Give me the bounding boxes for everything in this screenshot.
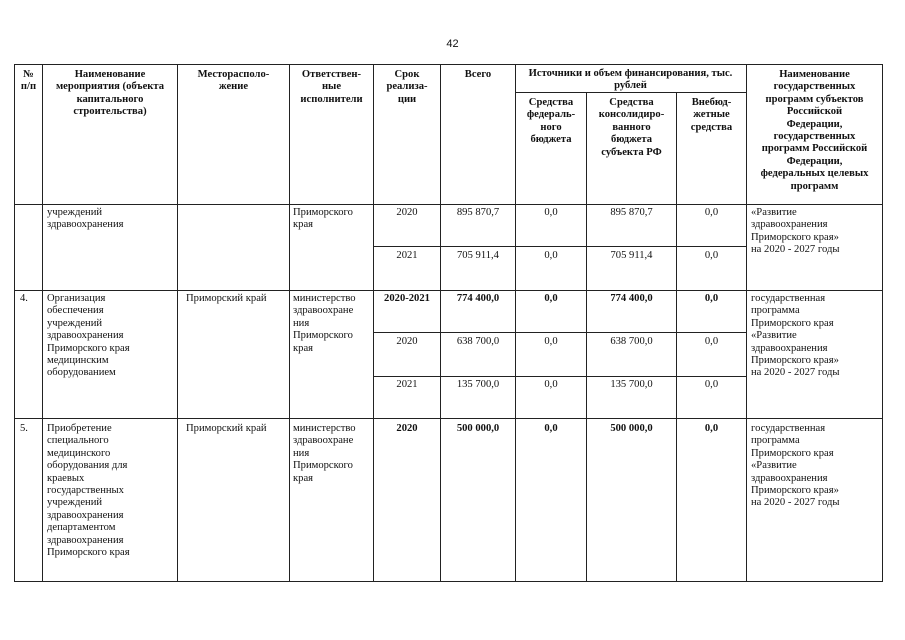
row4-executor: министерство здравоохране ния Приморского края (293, 293, 356, 354)
header-name: Наименование мероприятия (объекта капитального строительства) (55, 69, 165, 118)
row4-line1-extra: 0,0 (704, 293, 719, 304)
row4-line1-federal: 0,0 (544, 293, 558, 304)
col-line (14, 64, 15, 582)
col-line (177, 64, 178, 582)
header-period: Срок реализа- ции (386, 69, 428, 105)
row5-line1-federal: 0,0 (544, 423, 558, 434)
header-bottom-line (14, 204, 883, 205)
header-location: Месторасполо- жение (197, 69, 270, 93)
row4-line3-federal: 0,0 (544, 379, 558, 390)
row1-name: учреждений здравоохранения (47, 207, 124, 231)
row5-num: 5. (20, 423, 28, 434)
row4-line2-federal: 0,0 (544, 336, 558, 347)
row5-line1-period: 2020 (396, 423, 418, 434)
row1-line1-total: 895 870,7 (456, 207, 500, 218)
row4-program: государственная программа Приморского края «Развитие здравоохранения Приморского края» на 2020 - 2027 годы (751, 293, 840, 379)
col-line (373, 64, 374, 582)
col-line (289, 64, 290, 582)
row4-line1-total: 774 400,0 (456, 293, 500, 304)
col-line (42, 64, 43, 582)
row4-line2-extra: 0,0 (704, 336, 719, 347)
row-line (14, 418, 883, 419)
header-total: Всего (464, 69, 492, 80)
page-number: 42 (446, 38, 459, 50)
col-line (882, 64, 883, 582)
row5-program: государственная программа Приморского края «Развитие здравоохранения Приморского края» на 2020 - 2027 годы (751, 423, 840, 509)
header-consolidated: Средства консолидиро- ванного бюджета субъекта РФ (598, 97, 665, 158)
row5-line1-extra: 0,0 (704, 423, 719, 434)
row5-executor: министерство здравоохране ния Приморского края (293, 423, 356, 484)
row1-line2-consolidated: 705 911,4 (610, 250, 653, 261)
row4-line1-period: 2020-2021 (384, 293, 430, 304)
row4-location: Приморский край (186, 293, 267, 304)
row-line (373, 376, 746, 377)
row4-num: 4. (20, 293, 28, 304)
row1-line1-consolidated: 895 870,7 (610, 207, 653, 218)
row4-line3-period: 2021 (396, 379, 418, 390)
row1-line1-federal: 0,0 (544, 207, 558, 218)
row4-line1-consolidated: 774 400,0 (610, 293, 653, 304)
row1-line1-period: 2020 (396, 207, 418, 218)
row4-line2-period: 2020 (396, 336, 418, 347)
row4-line3-consolidated: 135 700,0 (610, 379, 653, 390)
row1-line2-extra: 0,0 (704, 250, 719, 261)
row5-name: Приобретение специального медицинского оборудования для краевых государственных учреждений здравоохранения департаментом здравоохранения Приморского края (47, 423, 130, 559)
header-sources: Источники и объем финансирования, тыс. рублей (528, 68, 733, 92)
header-num: № п/п (20, 69, 37, 93)
financing-table (14, 64, 883, 582)
table-border-top (14, 64, 883, 65)
row1-line2-total: 705 911,4 (457, 250, 499, 261)
row5-location: Приморский край (186, 423, 267, 434)
header-executors: Ответствен- ные исполнители (300, 69, 363, 105)
row-line (373, 332, 746, 333)
row5-line1-total: 500 000,0 (456, 423, 500, 434)
row-line (373, 246, 746, 247)
row4-line3-extra: 0,0 (704, 379, 719, 390)
header-federal: Средства федераль- ного бюджета (526, 97, 576, 146)
row1-line2-federal: 0,0 (544, 250, 558, 261)
header-extrabudget: Внебюд- жетные средства (690, 97, 733, 133)
row-line (14, 290, 883, 291)
row1-program: «Развитие здравоохранения Приморского края» на 2020 - 2027 годы (751, 207, 840, 256)
table-border-bottom (14, 581, 883, 582)
row5-line1-consolidated: 500 000,0 (610, 423, 653, 434)
row4-line2-total: 638 700,0 (456, 336, 500, 347)
header-programs: Наименование государственных программ субъектов Российской Федерации, государственных программ Российской Федерации, федеральных целевых программ (760, 69, 869, 192)
row1-executor: Приморского края (293, 207, 353, 231)
row1-line1-extra: 0,0 (704, 207, 719, 218)
row1-line2-period: 2021 (396, 250, 418, 261)
row4-line2-consolidated: 638 700,0 (610, 336, 653, 347)
col-line (440, 64, 441, 582)
row4-line3-total: 135 700,0 (456, 379, 500, 390)
row4-name: Организация обеспечения учреждений здравоохранения Приморского края медицинским оборудованием (47, 293, 130, 379)
